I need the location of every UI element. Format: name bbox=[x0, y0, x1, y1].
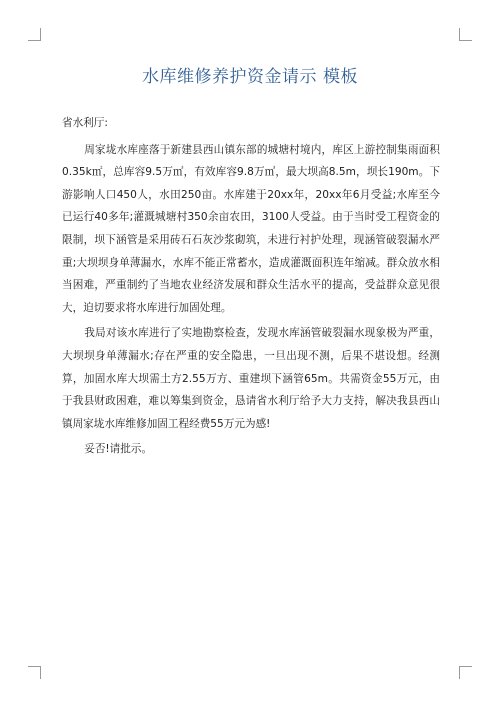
crop-mark-bottom-right bbox=[459, 666, 472, 679]
crop-mark-top-left bbox=[28, 28, 41, 41]
paragraph-request: 我局对该水库进行了实地勘察检查，发现水库涵管破裂漏水现象极为严重，大坝坝身单薄漏水;存在严重的安全隐患，一旦出现不测，后果不堪设想。经测算，加固水库大坝需土方2.55万方、重建坝下涵管65m。共需资金55万元，由于我县财政困难，难以筹集到资金，恳请省水利厅给予大力支持，解决我县西山镇周家垅水库维修加固工程经费55万元为感! bbox=[62, 327, 440, 430]
document-title: 水库维修养护资金请示 模板 bbox=[142, 67, 358, 87]
crop-mark-top-right bbox=[459, 28, 472, 41]
document-body bbox=[62, 112, 440, 461]
paragraph-background: 周家垅水库座落于新建县西山镇东部的城塘村境内，库区上游控制集雨面积0.35k㎡，总库容9.5万㎥，有效库容9.8万㎥，最大坝高8.5m，坝长190m。下游影响人口450人，水田250亩。水库建于20xx年，20xx年6月受益;水库至今已运行40多年;灌溉城塘村350余亩农田，3100人受益。由于当时受工程资金的限制，坝下涵管是采用砖石石灰沙浆砌筑，未进行衬护处理，现涵管破裂漏水严重;大坝坝身单薄漏水，水库不能正常蓄水，造成灌溉面积连年缩减。群众放水相当困难，严重制约了当地农业经济发展和群众生活水平的提高，受益群众意见很大，迫切要求将水库进行加固处理。 bbox=[62, 143, 440, 314]
salutation: 省水利厅: bbox=[62, 117, 108, 129]
paragraph-closing: 妥否!请批示。 bbox=[84, 443, 153, 456]
crop-mark-bottom-left bbox=[28, 666, 41, 679]
